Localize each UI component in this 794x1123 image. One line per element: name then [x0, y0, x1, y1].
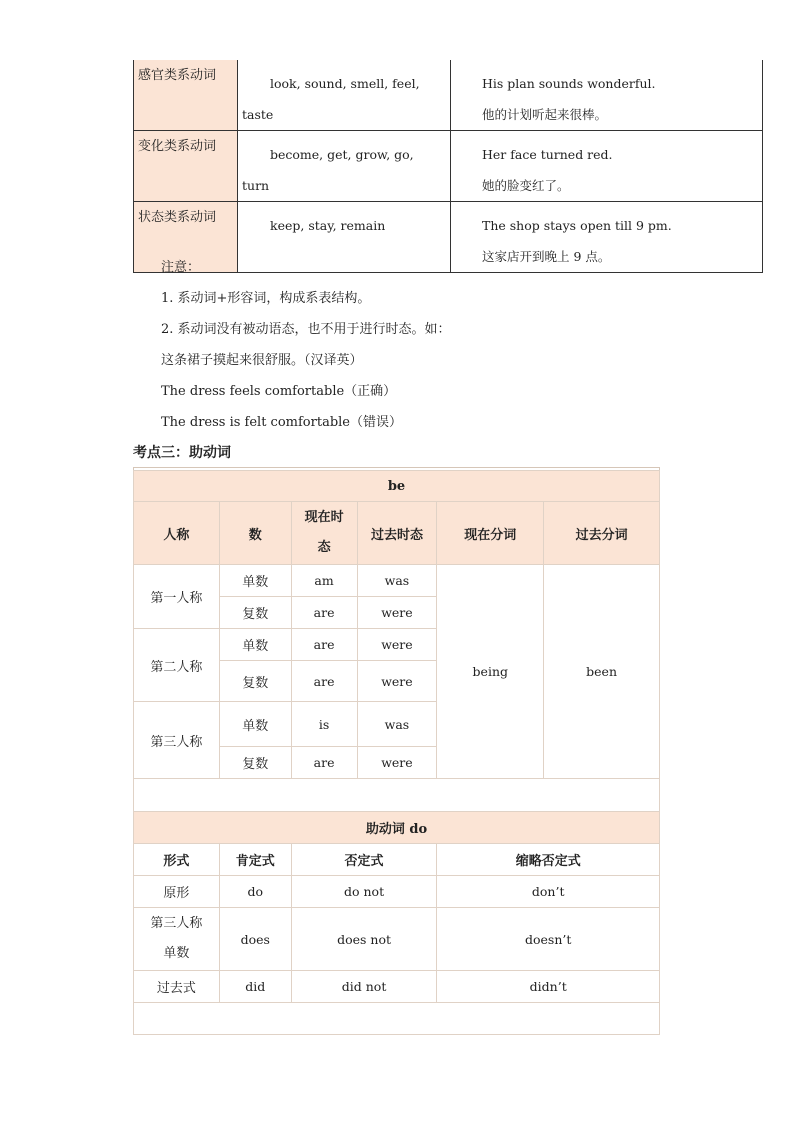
be-table	[133, 470, 660, 812]
example-zh: 她的脸变红了。	[482, 178, 570, 193]
category-cell: 感官类系动词	[134, 60, 238, 131]
table-row	[134, 202, 763, 273]
words-line: turn	[242, 178, 270, 193]
header-positive: 肯定式	[219, 844, 291, 876]
person-cell: 第二人称	[134, 629, 220, 702]
words-line: taste	[242, 107, 274, 122]
form-cell: were	[357, 747, 437, 779]
example-zh: 他的计划听起来很棒。	[482, 107, 608, 122]
header-negative: 否定式	[291, 844, 437, 876]
form-cell: are	[291, 747, 357, 779]
header-present	[291, 502, 357, 565]
header-past: 过去时态	[357, 502, 437, 565]
example-en: Her face turned red.	[482, 147, 613, 162]
negative-cell: does not	[291, 908, 437, 971]
person-cell: 第三人称	[134, 702, 220, 779]
note-line: The dress feels comfortable（正确）	[161, 384, 397, 399]
empty-row	[134, 779, 660, 812]
form-cell: are	[291, 661, 357, 702]
number-cell: 单数	[219, 565, 291, 597]
number-cell: 复数	[219, 747, 291, 779]
table-row	[134, 565, 660, 597]
words-cell	[238, 202, 451, 273]
words-line: become, get, grow, go,	[270, 147, 414, 162]
form-cell: were	[357, 629, 437, 661]
form-cell: are	[291, 597, 357, 629]
empty-row	[134, 1003, 660, 1035]
example-en: The shop stays open till 9 pm.	[482, 218, 672, 233]
words-cell	[238, 60, 451, 131]
words-line: look, sound, smell, feel,	[270, 76, 420, 91]
table-row	[134, 131, 763, 202]
form-cell: is	[291, 702, 357, 747]
header-past-participle: 过去分词	[544, 502, 660, 565]
form-cell: am	[291, 565, 357, 597]
words-cell	[238, 131, 451, 202]
header-contracted: 缩略否定式	[437, 844, 660, 876]
been-cell: been	[544, 565, 660, 779]
note-line: 这条裙子摸起来很舒服。（汉译英）	[161, 353, 363, 368]
form-line: 第三人称	[150, 916, 203, 931]
form-cell	[134, 908, 220, 971]
header-line: 态	[317, 540, 331, 555]
table-row	[134, 779, 660, 812]
do-table	[133, 811, 660, 1035]
table-row	[134, 471, 660, 502]
number-cell: 复数	[219, 661, 291, 702]
category-cell: 变化类系动词	[134, 131, 238, 202]
category-cell: 状态类系动词	[134, 202, 238, 273]
note-title: 注意：	[161, 260, 201, 275]
table-row	[134, 971, 660, 1003]
table-row	[134, 1003, 660, 1035]
form-cell: 原形	[134, 876, 220, 908]
example-cell	[451, 60, 763, 131]
table-row	[134, 844, 660, 876]
contracted-cell: doesn’t	[437, 908, 660, 971]
contracted-cell: don’t	[437, 876, 660, 908]
form-cell: were	[357, 661, 437, 702]
form-cell: are	[291, 629, 357, 661]
number-cell: 单数	[219, 702, 291, 747]
example-zh: 这家店开到晚上 9 点。	[482, 249, 611, 264]
being-cell: being	[437, 565, 544, 779]
section-heading: 考点三：助动词	[133, 445, 231, 461]
table-row	[134, 60, 763, 131]
form-cell: 过去式	[134, 971, 220, 1003]
negative-cell: did not	[291, 971, 437, 1003]
words-line: keep, stay, remain	[270, 218, 386, 233]
form-cell: was	[357, 702, 437, 747]
note-line: The dress is felt comfortable（错误）	[161, 415, 402, 430]
header-person: 人称	[134, 502, 220, 565]
example-cell	[451, 131, 763, 202]
form-cell: was	[357, 565, 437, 597]
form-line: 单数	[163, 946, 190, 961]
note-line: 2. 系动词没有被动语态，也不用于进行时态。如：	[161, 322, 451, 337]
note-line: 1. 系动词+形容词，构成系表结构。	[161, 291, 371, 306]
table-row	[134, 908, 660, 971]
header-number: 数	[219, 502, 291, 565]
header-present-participle: 现在分词	[437, 502, 544, 565]
table-row	[134, 812, 660, 844]
positive-cell: did	[219, 971, 291, 1003]
example-cell	[451, 202, 763, 273]
number-cell: 复数	[219, 597, 291, 629]
table-row	[134, 502, 660, 565]
header-line: 现在时	[304, 510, 344, 525]
positive-cell: do	[219, 876, 291, 908]
example-en: His plan sounds wonderful.	[482, 76, 656, 91]
number-cell: 单数	[219, 629, 291, 661]
linking-verb-table	[133, 60, 763, 273]
table-row	[134, 876, 660, 908]
person-cell: 第一人称	[134, 565, 220, 629]
be-title: be	[134, 471, 660, 502]
negative-cell: do not	[291, 876, 437, 908]
do-title: 助动词 do	[134, 812, 660, 844]
form-cell: were	[357, 597, 437, 629]
positive-cell: does	[219, 908, 291, 971]
contracted-cell: didn’t	[437, 971, 660, 1003]
header-form: 形式	[134, 844, 220, 876]
